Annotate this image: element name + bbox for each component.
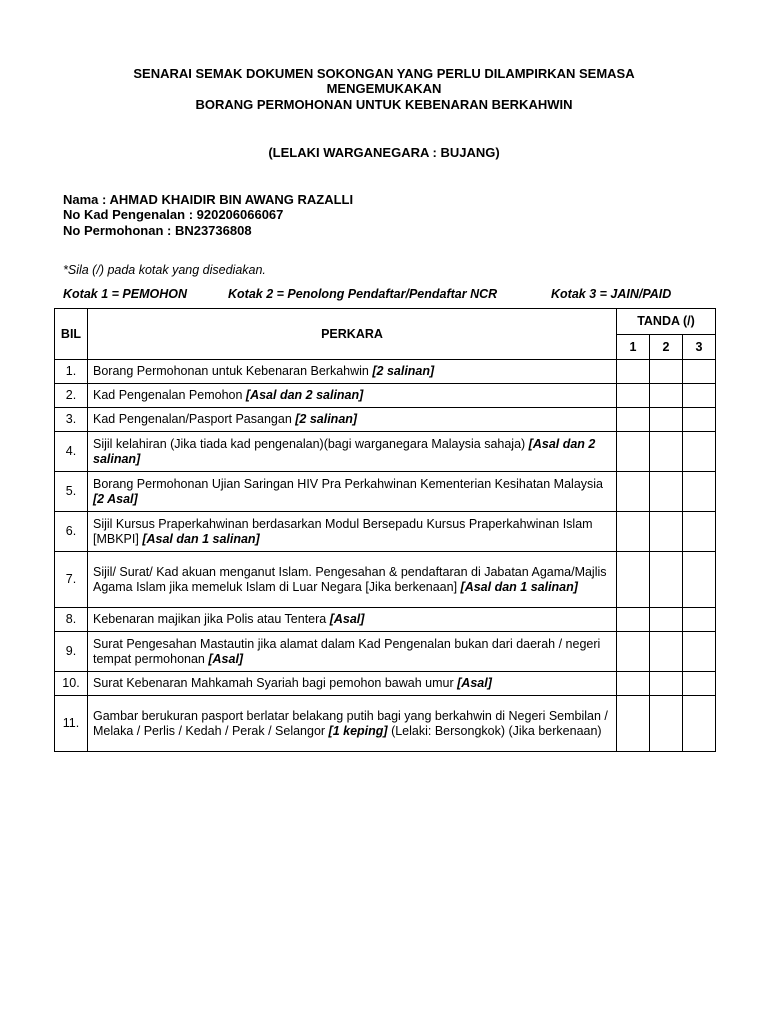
application-number: No Permohonan : BN23736808 [63,223,252,238]
checkbox-kotak-1[interactable] [617,512,650,552]
checkbox-kotak-1[interactable] [617,360,650,384]
item-number: 7. [55,552,88,608]
checklist-row [55,672,716,696]
checkbox-kotak-2[interactable] [650,552,683,608]
item-description [88,360,617,384]
checklist-row [55,696,716,752]
checkbox-kotak-1[interactable] [617,552,650,608]
item-text: Gambar berukuran pasport berlatar belakang putih bagi yang berkahwin di Negeri Sembilan / Melaka / Perlis / Kedah / Perak / Selangor [93,708,608,738]
checkbox-kotak-3[interactable] [683,512,716,552]
checklist-table [54,308,716,752]
checkbox-kotak-3[interactable] [683,360,716,384]
item-requirement: [Asal dan 2 salinan] [245,388,364,402]
checklist-row [55,360,716,384]
checklist-row [55,552,716,608]
item-requirement: [1 keping] [328,723,388,738]
checkbox-kotak-2[interactable] [650,472,683,512]
checkbox-kotak-3[interactable] [683,408,716,432]
item-number: 4. [55,432,88,472]
checkbox-kotak-2[interactable] [650,696,683,752]
item-requirement: [Asal] [208,651,244,666]
item-requirement: [2 salinan] [372,364,435,378]
item-note: (Lelaki: Bersongkok) (Jika berkenaan) [387,723,602,738]
item-number: 6. [55,512,88,552]
item-requirement: [2 Asal] [93,491,138,506]
checkbox-kotak-1[interactable] [617,608,650,632]
checkbox-kotak-3[interactable] [683,384,716,408]
item-description [88,672,617,696]
applicant-name: Nama : AHMAD KHAIDIR BIN AWANG RAZALLI [63,192,354,207]
checkbox-kotak-3[interactable] [683,432,716,472]
item-description [88,632,617,672]
column-header-tanda: TANDA (/) [617,309,716,335]
item-number: 5. [55,472,88,512]
checklist-row [55,608,716,632]
item-text: Surat Kebenaran Mahkamah Syariah bagi pemohon bawah umur [93,676,458,690]
document-title-line-2: MENGEMUKAKAN [326,81,442,96]
legend-kotak-1: Kotak 1 = PEMOHON [63,287,187,301]
item-number: 11. [55,696,88,752]
checkbox-kotak-2[interactable] [650,632,683,672]
checkbox-kotak-2[interactable] [650,432,683,472]
checkbox-kotak-3[interactable] [683,672,716,696]
checklist-row [55,632,716,672]
checklist-row [55,384,716,408]
item-requirement: [Asal] [457,676,492,690]
checklist-row [55,472,716,512]
column-header-perkara: PERKARA [88,309,617,360]
item-text: Surat Pengesahan Mastautin jika alamat dalam Kad Pengenalan bukan dari daerah / negeri tempat permohonan [93,636,601,666]
checklist-row [55,512,716,552]
item-description [88,432,617,472]
document-title-line-1: SENARAI SEMAK DOKUMEN SOKONGAN YANG PERLU DILAMPIRKAN SEMASA [133,66,635,81]
checkbox-kotak-1[interactable] [617,432,650,472]
item-number: 3. [55,408,88,432]
checkbox-kotak-2[interactable] [650,384,683,408]
item-number: 9. [55,632,88,672]
item-number: 10. [55,672,88,696]
checkbox-kotak-3[interactable] [683,696,716,752]
item-description [88,512,617,552]
item-description [88,472,617,512]
item-text: Borang Permohonan untuk Kebenaran Berkahwin [93,364,373,378]
item-text: Kad Pengenalan/Pasport Pasangan [93,412,296,426]
item-text: Borang Permohonan Ujian Saringan HIV Pra Perkahwinan Kementerian Kesihatan Malaysia [93,476,604,491]
item-requirement: [Asal dan 2 salinan] [93,436,596,466]
checkbox-kotak-2[interactable] [650,408,683,432]
checkbox-kotak-3[interactable] [683,472,716,512]
checkbox-kotak-2[interactable] [650,360,683,384]
legend-kotak-3: Kotak 3 = JAIN/PAID [551,287,672,301]
checkbox-kotak-1[interactable] [617,672,650,696]
checkbox-kotak-1[interactable] [617,408,650,432]
item-requirement: [Asal dan 1 salinan] [142,531,260,546]
checkbox-kotak-3[interactable] [683,608,716,632]
checkbox-kotak-2[interactable] [650,608,683,632]
instruction-note: *Sila (/) pada kotak yang disediakan. [63,263,266,277]
item-description [88,608,617,632]
checkbox-kotak-2[interactable] [650,512,683,552]
column-header-bil: BIL [55,309,88,360]
item-text: Kad Pengenalan Pemohon [93,388,246,402]
checkbox-kotak-1[interactable] [617,472,650,512]
item-description [88,696,617,752]
checkbox-kotak-1[interactable] [617,632,650,672]
applicant-ic-number: No Kad Pengenalan : 920206066067 [63,207,284,222]
checkbox-kotak-3[interactable] [683,632,716,672]
applicant-category: (LELAKI WARGANEGARA : BUJANG) [268,145,500,160]
item-description [88,552,617,608]
item-requirement: [2 salinan] [295,412,358,426]
item-text: Kebenaran majikan jika Polis atau Tentera [93,612,330,626]
item-text: Sijil Kursus Praperkahwinan berdasarkan Modul Bersepadu Kursus Praperkahwinan Islam [MBKPI] [93,516,593,546]
item-description [88,384,617,408]
checkbox-kotak-1[interactable] [617,696,650,752]
checklist-row [55,408,716,432]
column-header-box-1: 1 [617,335,650,360]
checklist-row [55,432,716,472]
checkbox-kotak-1[interactable] [617,384,650,408]
item-requirement: [Asal dan 1 salinan] [460,579,578,594]
document-title-line-3: BORANG PERMOHONAN UNTUK KEBENARAN BERKAHWIN [195,97,573,112]
item-text: Sijil kelahiran (Jika tiada kad pengenalan)(bagi warganegara Malaysia sahaja) [93,436,529,451]
item-number: 1. [55,360,88,384]
item-number: 8. [55,608,88,632]
item-number: 2. [55,384,88,408]
item-text: Sijil/ Surat/ Kad akuan menganut Islam. Pengesahan & pendaftaran di Jabatan Agama/Majlis Agama Islam jika memeluk Islam di Luar Negara [Jika berkenaan] [93,564,607,594]
checkbox-kotak-3[interactable] [683,552,716,608]
legend-kotak-2: Kotak 2 = Penolong Pendaftar/Pendaftar NCR [228,287,498,301]
column-header-box-3: 3 [683,335,716,360]
checkbox-kotak-2[interactable] [650,672,683,696]
column-header-box-2: 2 [650,335,683,360]
item-description [88,408,617,432]
item-requirement: [Asal] [329,612,365,626]
